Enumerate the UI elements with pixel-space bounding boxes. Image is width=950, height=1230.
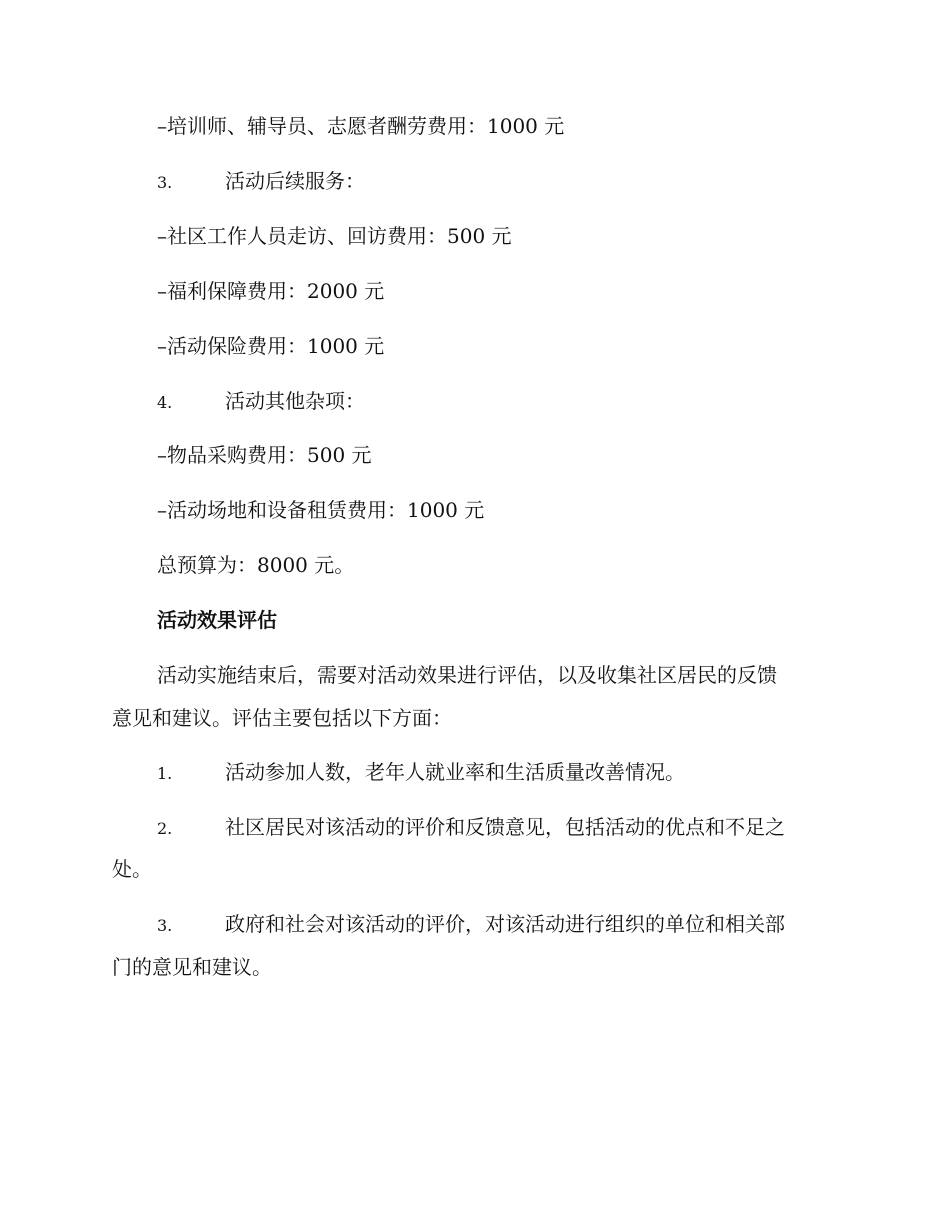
budget-item-venue-fee: –活动场地和设备租赁费用：1000 元 xyxy=(157,498,485,522)
list-item-text: 社区居民对该活动的评价和反馈意见，包括活动的优点和不足之 xyxy=(225,815,785,839)
section-number: 4. xyxy=(157,393,173,412)
section-heading-evaluation: 活动效果评估 xyxy=(157,608,277,632)
evaluation-item-3 xyxy=(157,912,785,938)
section-number: 3. xyxy=(157,173,173,192)
list-item-text: 政府和社会对该活动的评价，对该活动进行组织的单位和相关部 xyxy=(225,912,785,936)
evaluation-item-3-continuation: 门的意见和建议。 xyxy=(112,955,272,979)
budget-item-visit-fee: –社区工作人员走访、回访费用：500 元 xyxy=(157,224,512,248)
budget-total: 总预算为：8000 元。 xyxy=(157,553,355,577)
section-label: 活动后续服务： xyxy=(225,169,365,193)
budget-item-welfare-fee: –福利保障费用：2000 元 xyxy=(157,279,385,303)
list-item-text: 活动参加人数，老年人就业率和生活质量改善情况。 xyxy=(225,760,685,784)
list-number: 2. xyxy=(157,819,173,838)
budget-section-4 xyxy=(157,389,365,415)
budget-section-3 xyxy=(157,169,365,195)
section-label: 活动其他杂项： xyxy=(225,389,365,413)
budget-item-purchase-fee: –物品采购费用：500 元 xyxy=(157,443,372,467)
evaluation-item-2 xyxy=(157,815,785,841)
evaluation-intro-line-1: 活动实施结束后，需要对活动效果进行评估，以及收集社区居民的反馈 xyxy=(157,663,777,687)
list-number: 3. xyxy=(157,916,173,935)
evaluation-item-1 xyxy=(157,760,685,786)
budget-item-trainer-fee: –培训师、辅导员、志愿者酬劳费用：1000 元 xyxy=(157,114,565,138)
evaluation-item-2-continuation: 处。 xyxy=(112,857,152,881)
evaluation-intro-line-2: 意见和建议。评估主要包括以下方面： xyxy=(112,706,452,730)
budget-item-insurance-fee: –活动保险费用：1000 元 xyxy=(157,334,385,358)
list-number: 1. xyxy=(157,764,173,783)
